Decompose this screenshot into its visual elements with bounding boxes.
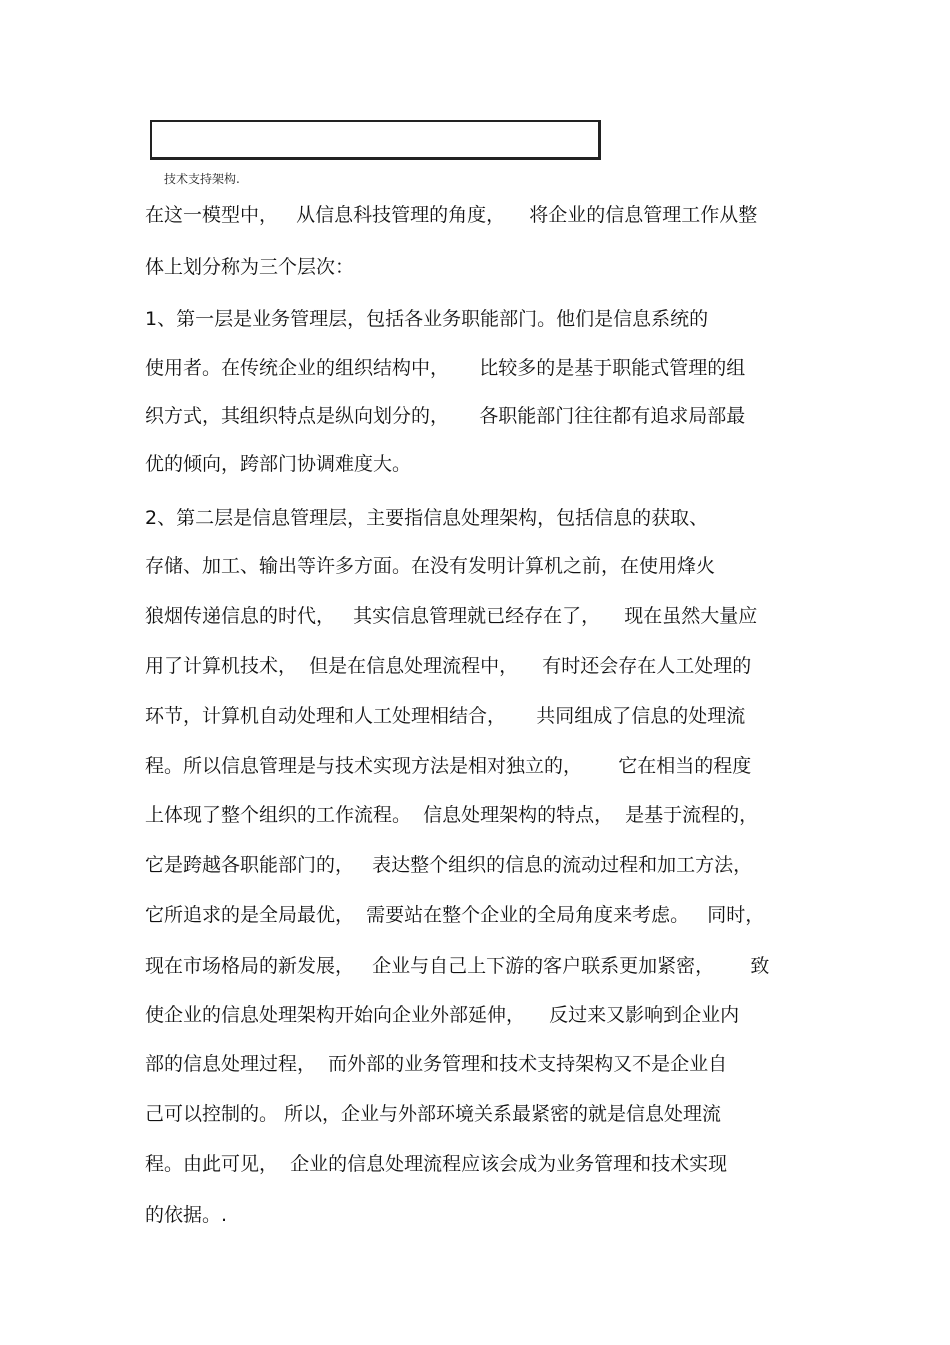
body-line: 狼烟传递信息的时代， 其实信息管理就已经存在了， 现在虽然大量应 xyxy=(145,605,758,627)
figure-frame xyxy=(150,120,601,160)
body-line: 使用者。在传统企业的组织结构中， 比较多的是基于职能式管理的组 xyxy=(145,357,746,379)
body-line: 用了计算机技术， 但是在信息处理流程中， 有时还会存在人工处理的 xyxy=(145,655,752,677)
body-line: 上体现了整个组织的工作流程。 信息处理架构的特点， 是基于流程的， xyxy=(145,804,759,826)
body-line: 它是跨越各职能部门的， 表达整个组织的信息的流动过程和加工方法， xyxy=(145,854,753,876)
body-line: 部的信息处理过程， 而外部的业务管理和技术支持架构又不是企业自 xyxy=(145,1053,728,1075)
body-line: 己可以控制的。 所以，企业与外部环境关系最紧密的就是信息处理流 xyxy=(145,1103,722,1125)
body-line: 程。所以信息管理是与技术实现方法是相对独立的， 它在相当的程度 xyxy=(145,755,752,777)
body-line: 织方式，其组织特点是纵向划分的， 各职能部门往往都有追求局部最 xyxy=(145,405,746,427)
body-line: 优的倾向，跨部门协调难度大。 xyxy=(145,453,412,475)
body-line: 现在市场格局的新发展， 企业与自己上下游的客户联系更加紧密， 致 xyxy=(145,955,770,977)
body-line: 的依据。. xyxy=(145,1204,228,1226)
body-line: 1、第一层是业务管理层，包括各业务职能部门。他们是信息系统的 xyxy=(145,308,709,330)
body-line: 体上划分称为三个层次： xyxy=(145,256,355,278)
figure-caption: 技术支持架构. xyxy=(164,172,240,186)
body-line: 使企业的信息处理架构开始向企业外部延伸， 反过来又影响到企业内 xyxy=(145,1004,740,1026)
body-line: 它所追求的是全局最优， 需要站在整个企业的全局角度来考虑。 同时， xyxy=(145,904,765,926)
body-line: 在这一模型中， 从信息科技管理的角度， 将企业的信息管理工作从整 xyxy=(145,204,758,226)
body-line: 存储、加工、输出等许多方面。在没有发明计算机之前，在使用烽火 xyxy=(145,555,716,577)
body-line: 2、第二层是信息管理层，主要指信息处理架构，包括信息的获取、 xyxy=(145,507,709,529)
body-line: 环节，计算机自动处理和人工处理相结合， 共同组成了信息的处理流 xyxy=(145,705,746,727)
body-line: 程。由此可见， 企业的信息处理流程应该会成为业务管理和技术实现 xyxy=(145,1153,728,1175)
